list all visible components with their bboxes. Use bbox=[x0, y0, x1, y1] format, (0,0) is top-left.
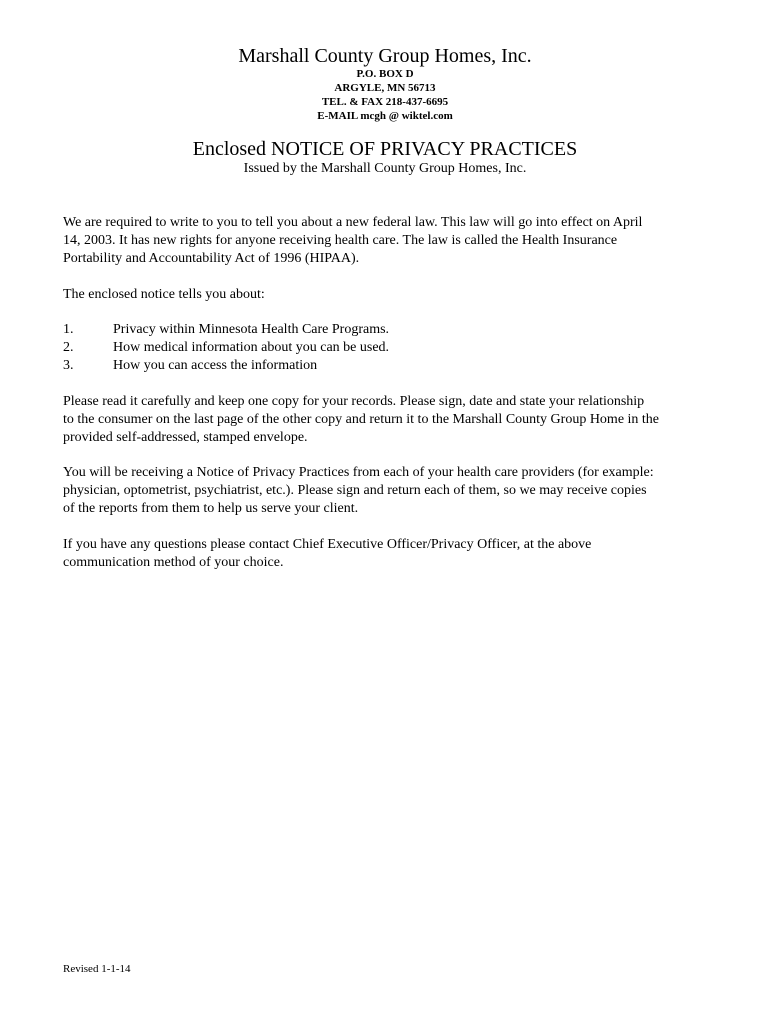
list-text: Privacy within Minnesota Health Care Programs. bbox=[113, 322, 390, 337]
city-state: ARGYLE, MN 56713 bbox=[334, 82, 436, 94]
list-item bbox=[63, 339, 713, 357]
list-number: 2. bbox=[63, 340, 74, 355]
paragraph-line: You will be receiving a Notice of Privacy Practices from each of your health care providers (for example: bbox=[63, 465, 654, 480]
paragraph-line: 14, 2003. It has new rights for anyone receiving health care. The law is called the Health Insurance bbox=[63, 233, 618, 248]
paragraph-line: of the reports from them to help us serve your client. bbox=[63, 501, 359, 516]
organization-name: Marshall County Group Homes, Inc. bbox=[238, 45, 532, 67]
phone-fax: TEL. & FAX 218-437-6695 bbox=[321, 96, 449, 108]
list-text: How medical information about you can be used. bbox=[113, 340, 390, 355]
paragraph-providers bbox=[63, 464, 713, 518]
paragraph-line: to the consumer on the last page of the other copy and return it to the Marshall County Group Home in the bbox=[63, 412, 660, 427]
revised-date: Revised 1-1-14 bbox=[63, 963, 131, 975]
list-item bbox=[63, 357, 713, 375]
paragraph-contact bbox=[63, 536, 713, 572]
paragraph-line: Please read it carefully and keep one copy for your records. Please sign, date and state your relationship bbox=[63, 394, 645, 409]
list-number: 3. bbox=[63, 358, 74, 373]
list-text: How you can access the information bbox=[113, 358, 318, 373]
paragraph-instructions bbox=[63, 393, 713, 447]
paragraph-line: provided self-addressed, stamped envelope. bbox=[63, 430, 308, 445]
list-number: 1. bbox=[63, 322, 74, 337]
email-address: E-MAIL mcgh @ wiktel.com bbox=[317, 110, 453, 122]
paragraph-line: We are required to write to you to tell you about a new federal law. This law will go into effect on April bbox=[63, 215, 643, 230]
paragraph-line: communication method of your choice. bbox=[63, 555, 284, 570]
list-item bbox=[63, 321, 713, 339]
paragraph-line: Portability and Accountability Act of 1996 (HIPAA). bbox=[63, 251, 360, 266]
notice-title: Enclosed NOTICE OF PRIVACY PRACTICES bbox=[192, 138, 578, 160]
paragraph-line: If you have any questions please contact Chief Executive Officer/Privacy Officer, at the above bbox=[63, 537, 592, 552]
paragraph-enclosed-notice: The enclosed notice tells you about: bbox=[63, 287, 265, 302]
paragraph-intro bbox=[63, 214, 713, 268]
paragraph-line: physician, optometrist, psychiatrist, etc.). Please sign and return each of them, so we may receive copies bbox=[63, 483, 647, 498]
notice-subtitle: Issued by the Marshall County Group Homes, Inc. bbox=[243, 161, 527, 176]
po-box: P.O. BOX D bbox=[356, 68, 414, 80]
